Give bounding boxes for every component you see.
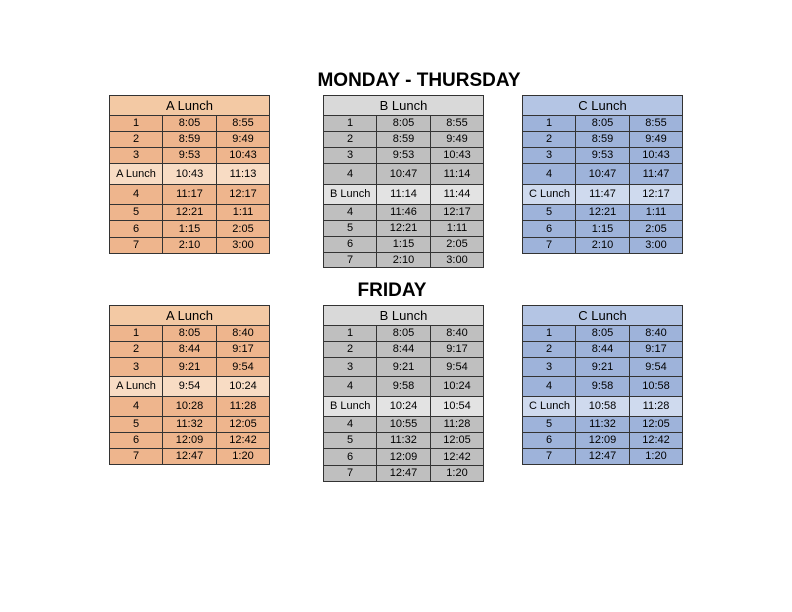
- end-time-cell: 9:17: [630, 342, 683, 358]
- table-row: [110, 116, 270, 132]
- period-cell: 6: [523, 433, 576, 449]
- start-time-cell: 11:17: [163, 185, 217, 205]
- table-row: [110, 377, 270, 397]
- start-time-cell: 12:09: [576, 433, 630, 449]
- table-row: [110, 449, 270, 465]
- end-time-cell: 8:55: [431, 116, 484, 132]
- end-time-cell: 10:43: [217, 148, 270, 164]
- table-row: [110, 164, 270, 185]
- start-time-cell: 2:10: [163, 238, 217, 254]
- end-time-cell: 12:17: [217, 185, 270, 205]
- end-time-cell: 1:20: [630, 449, 683, 465]
- period-cell: 4: [324, 164, 377, 185]
- table-row: [324, 116, 484, 132]
- start-time-cell: 12:21: [163, 205, 217, 221]
- end-time-cell: 9:49: [431, 132, 484, 148]
- table-row: [324, 326, 484, 342]
- end-time-cell: 1:11: [630, 205, 683, 221]
- period-cell: 6: [324, 237, 377, 253]
- end-time-cell: 11:28: [630, 397, 683, 417]
- end-time-cell: 3:00: [630, 238, 683, 254]
- start-time-cell: 10:43: [163, 164, 217, 185]
- table-row: [523, 417, 683, 433]
- end-time-cell: 12:17: [431, 205, 484, 221]
- period-cell: 4: [324, 377, 377, 397]
- table-row: [110, 342, 270, 358]
- period-cell: A Lunch: [110, 164, 163, 185]
- table-row: [523, 185, 683, 205]
- table-row: [523, 433, 683, 449]
- period-cell: 2: [324, 342, 377, 358]
- period-cell: 1: [110, 116, 163, 132]
- start-time-cell: 11:32: [377, 433, 431, 449]
- end-time-cell: 10:24: [217, 377, 270, 397]
- table-row: [523, 116, 683, 132]
- table-row: [110, 397, 270, 417]
- start-time-cell: 8:05: [377, 326, 431, 342]
- period-cell: 6: [324, 449, 377, 466]
- start-time-cell: 11:47: [576, 185, 630, 205]
- monday-thursday-title: MONDAY - THURSDAY: [317, 70, 521, 91]
- start-time-cell: 10:55: [377, 417, 431, 433]
- start-time-cell: 8:05: [163, 326, 217, 342]
- table-row: [110, 132, 270, 148]
- period-cell: 5: [324, 221, 377, 237]
- table-row: [523, 358, 683, 377]
- period-cell: 5: [110, 417, 163, 433]
- end-time-cell: 11:14: [431, 164, 484, 185]
- start-time-cell: 9:58: [377, 377, 431, 397]
- table-row: [324, 253, 484, 268]
- end-time-cell: 11:44: [431, 185, 484, 205]
- end-time-cell: 12:05: [431, 433, 484, 449]
- table-row: [523, 164, 683, 185]
- end-time-cell: 9:49: [217, 132, 270, 148]
- end-time-cell: 12:42: [431, 449, 484, 466]
- period-cell: 4: [110, 397, 163, 417]
- period-cell: 6: [110, 221, 163, 238]
- start-time-cell: 10:47: [576, 164, 630, 185]
- end-time-cell: 1:20: [217, 449, 270, 465]
- table-row: [324, 342, 484, 358]
- table-row: [324, 132, 484, 148]
- table-row: [324, 221, 484, 237]
- start-time-cell: 9:53: [163, 148, 217, 164]
- end-time-cell: 12:05: [630, 417, 683, 433]
- table-row: [523, 377, 683, 397]
- end-time-cell: 10:54: [431, 397, 484, 417]
- table-row: [110, 433, 270, 449]
- period-cell: 1: [324, 116, 377, 132]
- table-row: [110, 205, 270, 221]
- end-time-cell: 11:28: [217, 397, 270, 417]
- table-row: [110, 358, 270, 377]
- table-header: B Lunch: [324, 306, 484, 326]
- end-time-cell: 11:13: [217, 164, 270, 185]
- table-row: [523, 397, 683, 417]
- start-time-cell: 10:58: [576, 397, 630, 417]
- table-row: [324, 148, 484, 164]
- period-cell: 4: [523, 377, 576, 397]
- period-cell: 6: [110, 433, 163, 449]
- end-time-cell: 1:20: [431, 466, 484, 482]
- start-time-cell: 8:59: [576, 132, 630, 148]
- start-time-cell: 8:44: [377, 342, 431, 358]
- table-row: [324, 237, 484, 253]
- start-time-cell: 9:21: [576, 358, 630, 377]
- period-cell: 3: [523, 148, 576, 164]
- start-time-cell: 10:24: [377, 397, 431, 417]
- start-time-cell: 12:21: [377, 221, 431, 237]
- start-time-cell: 9:53: [377, 148, 431, 164]
- period-cell: 4: [324, 205, 377, 221]
- table-header: C Lunch: [523, 96, 683, 116]
- table-row: [324, 397, 484, 417]
- end-time-cell: 8:55: [217, 116, 270, 132]
- table-row: [324, 449, 484, 466]
- start-time-cell: 11:32: [576, 417, 630, 433]
- period-cell: 7: [523, 449, 576, 465]
- period-cell: 3: [110, 148, 163, 164]
- period-cell: 1: [110, 326, 163, 342]
- period-cell: B Lunch: [324, 397, 377, 417]
- fr-b-lunch-table: [323, 305, 484, 482]
- table-row: [324, 466, 484, 482]
- period-cell: 5: [324, 433, 377, 449]
- start-time-cell: 11:14: [377, 185, 431, 205]
- start-time-cell: 10:28: [163, 397, 217, 417]
- table-row: [523, 132, 683, 148]
- end-time-cell: 1:11: [217, 205, 270, 221]
- table-row: [110, 417, 270, 433]
- start-time-cell: 8:05: [576, 326, 630, 342]
- end-time-cell: 9:49: [630, 132, 683, 148]
- period-cell: 7: [324, 466, 377, 482]
- start-time-cell: 12:47: [377, 466, 431, 482]
- period-cell: 3: [110, 358, 163, 377]
- period-cell: 2: [110, 132, 163, 148]
- start-time-cell: 9:21: [377, 358, 431, 377]
- start-time-cell: 12:21: [576, 205, 630, 221]
- start-time-cell: 2:10: [377, 253, 431, 268]
- end-time-cell: 9:54: [431, 358, 484, 377]
- start-time-cell: 12:09: [377, 449, 431, 466]
- period-cell: 5: [110, 205, 163, 221]
- start-time-cell: 12:47: [576, 449, 630, 465]
- start-time-cell: 1:15: [377, 237, 431, 253]
- end-time-cell: 8:40: [630, 326, 683, 342]
- table-row: [324, 205, 484, 221]
- period-cell: 4: [110, 185, 163, 205]
- start-time-cell: 8:05: [377, 116, 431, 132]
- end-time-cell: 8:40: [217, 326, 270, 342]
- end-time-cell: 2:05: [630, 221, 683, 238]
- end-time-cell: 12:42: [630, 433, 683, 449]
- table-row: [110, 185, 270, 205]
- end-time-cell: 12:17: [630, 185, 683, 205]
- start-time-cell: 8:44: [576, 342, 630, 358]
- table-row: [110, 148, 270, 164]
- fr-c-lunch-table: [522, 305, 683, 465]
- start-time-cell: 8:44: [163, 342, 217, 358]
- table-row: [324, 433, 484, 449]
- end-time-cell: 10:43: [431, 148, 484, 164]
- start-time-cell: 12:09: [163, 433, 217, 449]
- start-time-cell: 9:21: [163, 358, 217, 377]
- end-time-cell: 3:00: [217, 238, 270, 254]
- period-cell: 7: [110, 449, 163, 465]
- period-cell: B Lunch: [324, 185, 377, 205]
- start-time-cell: 1:15: [163, 221, 217, 238]
- mt-c-lunch-table: [522, 95, 683, 254]
- table-row: [523, 326, 683, 342]
- period-cell: 2: [523, 342, 576, 358]
- end-time-cell: 9:17: [431, 342, 484, 358]
- start-time-cell: 8:59: [163, 132, 217, 148]
- start-time-cell: 11:32: [163, 417, 217, 433]
- end-time-cell: 3:00: [431, 253, 484, 268]
- table-row: [523, 148, 683, 164]
- period-cell: 2: [523, 132, 576, 148]
- period-cell: 5: [523, 205, 576, 221]
- end-time-cell: 2:05: [217, 221, 270, 238]
- table-row: [523, 238, 683, 254]
- mt-b-lunch-table: [323, 95, 484, 268]
- friday-title: FRIDAY: [357, 280, 427, 301]
- start-time-cell: 9:54: [163, 377, 217, 397]
- start-time-cell: 1:15: [576, 221, 630, 238]
- end-time-cell: 11:28: [431, 417, 484, 433]
- end-time-cell: 8:55: [630, 116, 683, 132]
- table-row: [523, 342, 683, 358]
- table-row: [110, 326, 270, 342]
- period-cell: 5: [523, 417, 576, 433]
- period-cell: 6: [523, 221, 576, 238]
- period-cell: A Lunch: [110, 377, 163, 397]
- period-cell: 3: [523, 358, 576, 377]
- end-time-cell: 10:43: [630, 148, 683, 164]
- period-cell: 4: [523, 164, 576, 185]
- period-cell: C Lunch: [523, 397, 576, 417]
- end-time-cell: 10:58: [630, 377, 683, 397]
- period-cell: C Lunch: [523, 185, 576, 205]
- end-time-cell: 12:42: [217, 433, 270, 449]
- table-row: [324, 358, 484, 377]
- start-time-cell: 12:47: [163, 449, 217, 465]
- end-time-cell: 9:17: [217, 342, 270, 358]
- start-time-cell: 8:05: [163, 116, 217, 132]
- start-time-cell: 9:53: [576, 148, 630, 164]
- end-time-cell: 10:24: [431, 377, 484, 397]
- table-row: [523, 221, 683, 238]
- table-row: [523, 449, 683, 465]
- table-row: [324, 185, 484, 205]
- fr-a-lunch-table: [109, 305, 270, 465]
- period-cell: 3: [324, 148, 377, 164]
- table-row: [324, 417, 484, 433]
- period-cell: 2: [324, 132, 377, 148]
- period-cell: 1: [523, 116, 576, 132]
- end-time-cell: 1:11: [431, 221, 484, 237]
- end-time-cell: 9:54: [630, 358, 683, 377]
- start-time-cell: 8:59: [377, 132, 431, 148]
- table-row: [324, 377, 484, 397]
- table-header: A Lunch: [110, 306, 270, 326]
- end-time-cell: 8:40: [431, 326, 484, 342]
- period-cell: 7: [523, 238, 576, 254]
- start-time-cell: 9:58: [576, 377, 630, 397]
- period-cell: 4: [324, 417, 377, 433]
- start-time-cell: 2:10: [576, 238, 630, 254]
- start-time-cell: 8:05: [576, 116, 630, 132]
- period-cell: 7: [110, 238, 163, 254]
- period-cell: 7: [324, 253, 377, 268]
- end-time-cell: 9:54: [217, 358, 270, 377]
- table-row: [110, 221, 270, 238]
- table-row: [523, 205, 683, 221]
- table-row: [324, 164, 484, 185]
- table-header: A Lunch: [110, 96, 270, 116]
- table-row: [110, 238, 270, 254]
- end-time-cell: 11:47: [630, 164, 683, 185]
- end-time-cell: 12:05: [217, 417, 270, 433]
- start-time-cell: 10:47: [377, 164, 431, 185]
- table-header: B Lunch: [324, 96, 484, 116]
- mt-a-lunch-table: [109, 95, 270, 254]
- start-time-cell: 11:46: [377, 205, 431, 221]
- table-header: C Lunch: [523, 306, 683, 326]
- end-time-cell: 2:05: [431, 237, 484, 253]
- period-cell: 1: [324, 326, 377, 342]
- period-cell: 2: [110, 342, 163, 358]
- period-cell: 3: [324, 358, 377, 377]
- period-cell: 1: [523, 326, 576, 342]
